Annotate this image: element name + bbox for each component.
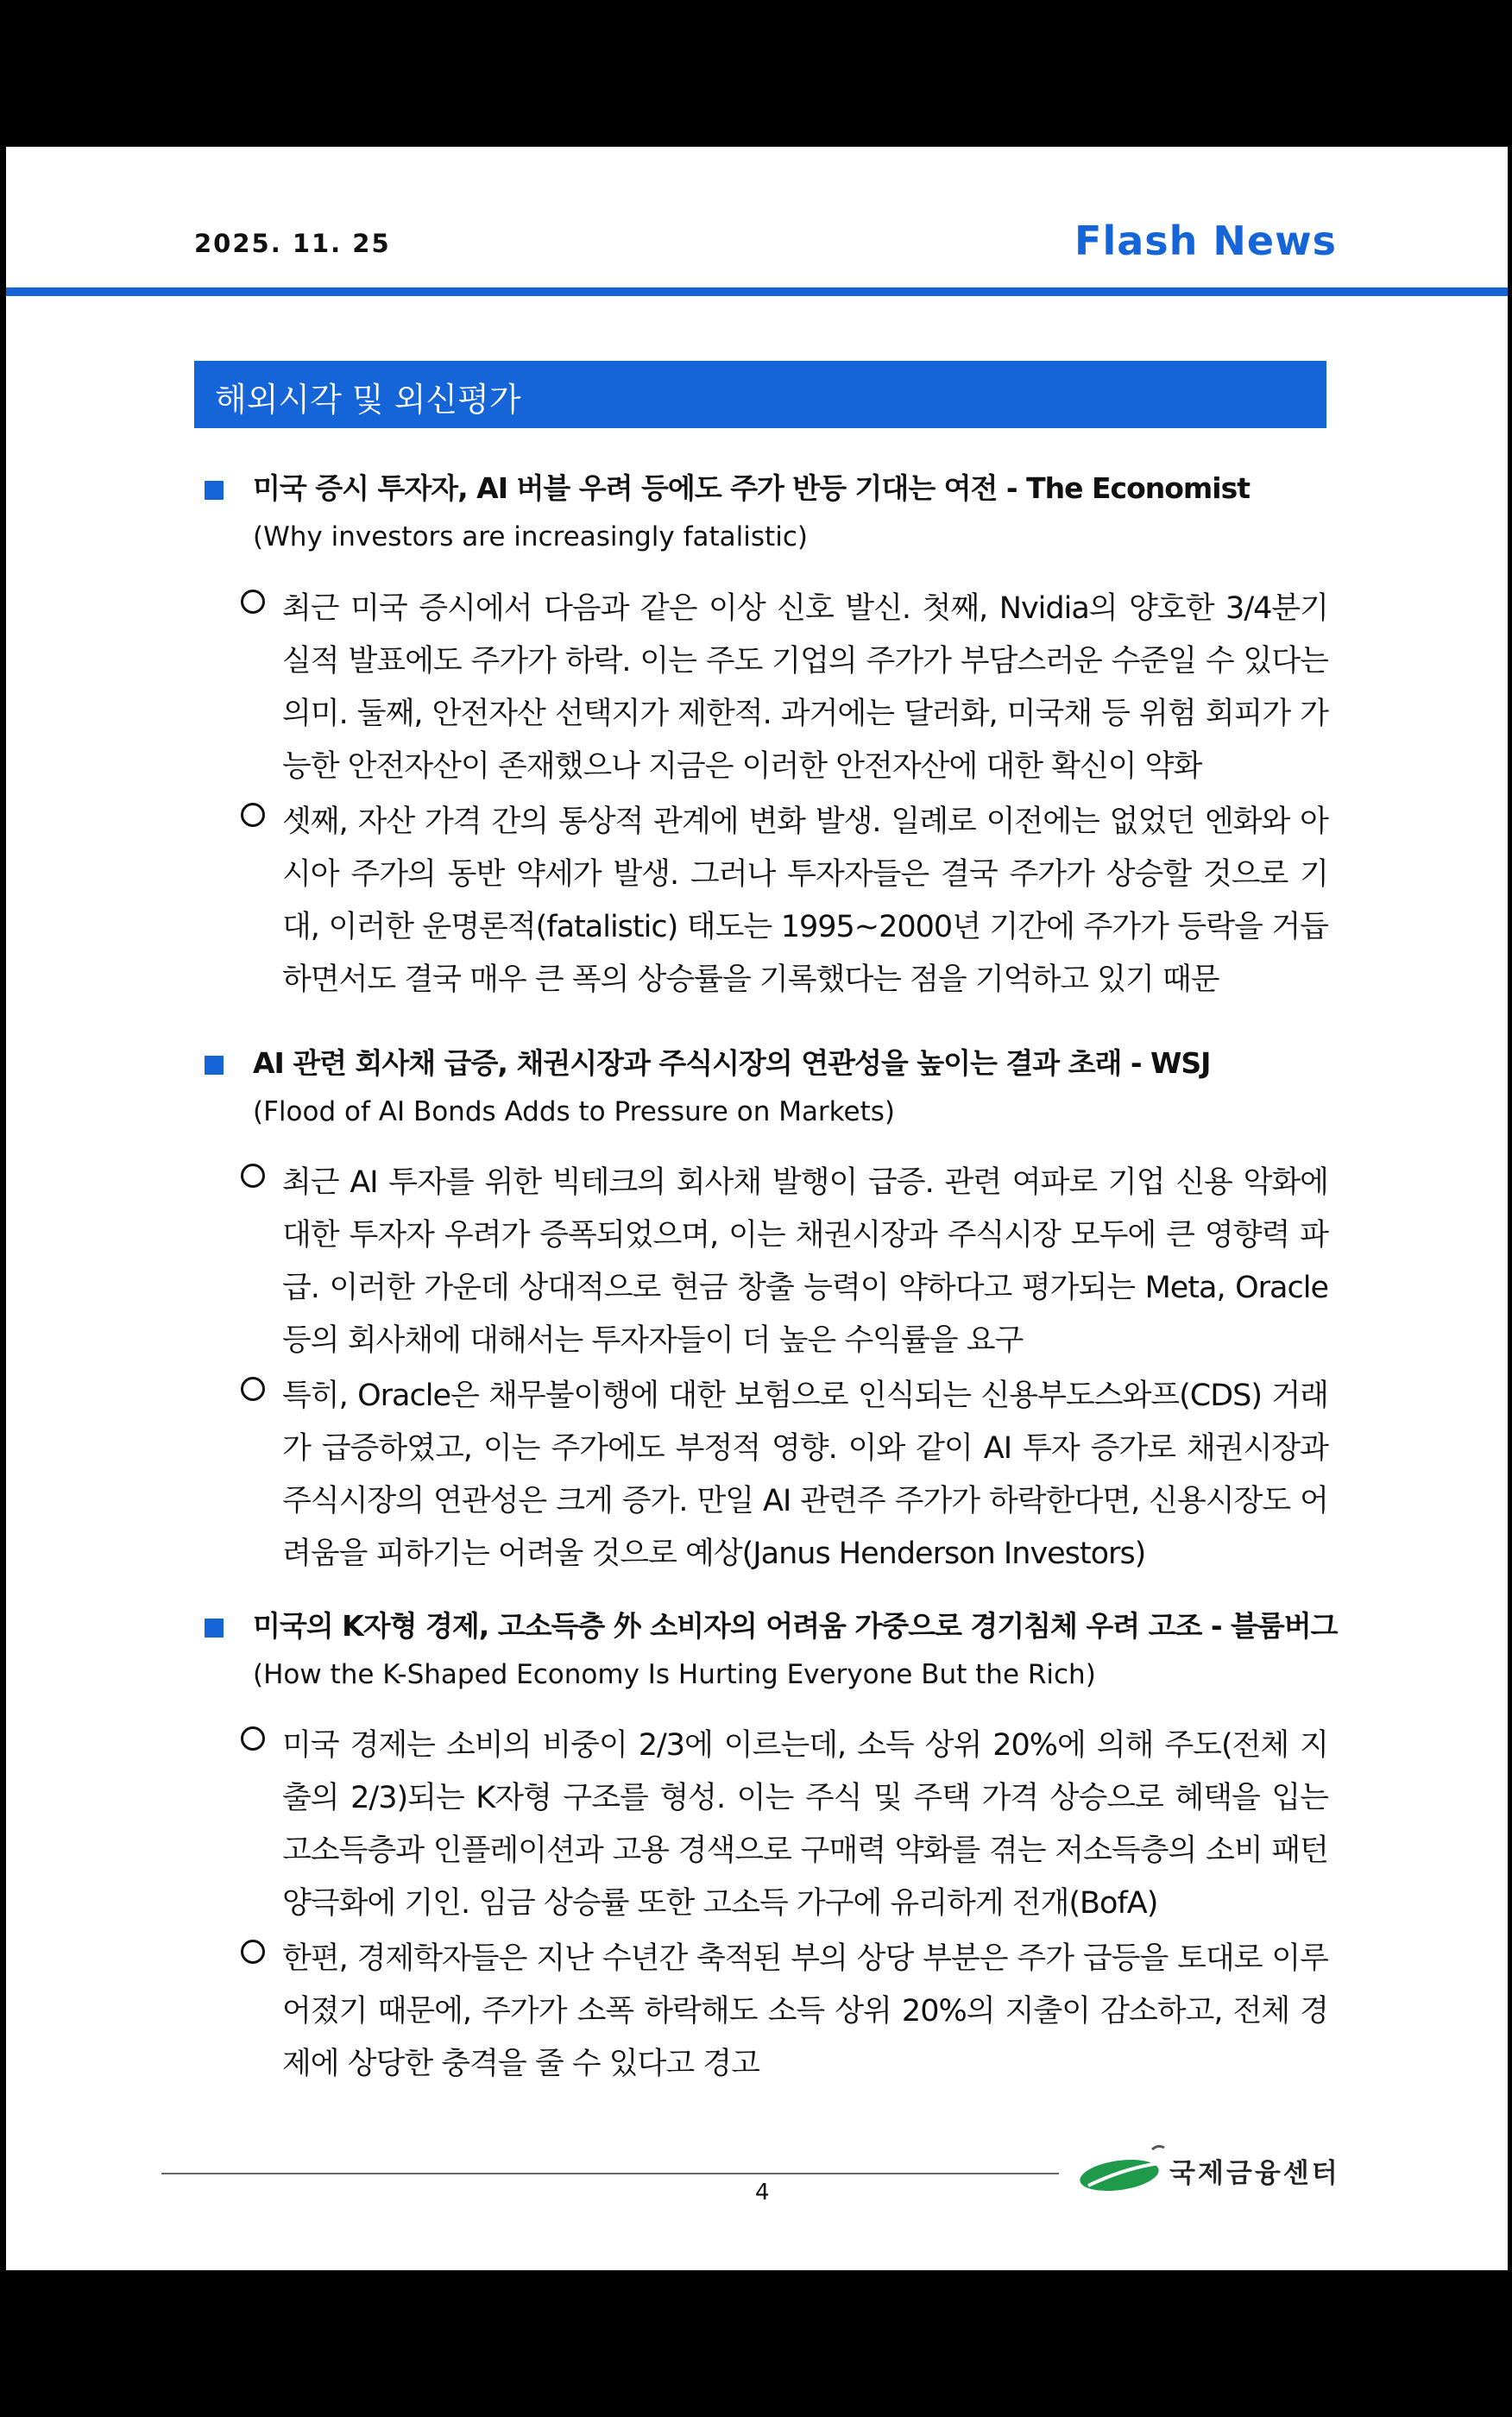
section-title: 해외시각 및 외신평가 <box>215 381 521 419</box>
topic-title: AI 관련 회사채 급증, 채권시장과 주식시장의 연관성을 높이는 결과 초래 - WSJ <box>253 1046 1211 1080</box>
bullet-text: 미국 경제는 소비의 비중이 2/3에 이르는데, 소득 상위 20%에 의해 주도(전체 지출의 2/3)되는 K자형 구조를 형성. 이는 주식 및 주택 가격 상승으로 혜택을 입는 고소득층과 인플레이션과 고용 경색으로 구매력 약화를 겪는 저소득층의 소비 패턴 양극화에 기인. 임금 상승률 또한 고소득 가구에 유리하게 전개(BofA) <box>282 1728 1328 1921</box>
bullet-text: 최근 미국 증시에서 다음과 같은 이상 신호 발신. 첫째, Nvidia의 양호한 3/4분기 실적 발표에도 주가가 하락. 이는 주도 기업의 주가가 부담스러운 수준일 수 있다는 의미. 둘째, 안전자산 선택지가 제한적. 과거에는 달러화, 미국채 등 위험 회피가 가능한 안전자산이 존재했으나 지금은 이러한 안전자산에 대한 확신이 약화 <box>282 591 1328 784</box>
logo-text: 국제금융센터 <box>1169 2158 1340 2189</box>
circle-bullet-icon <box>241 1164 265 1188</box>
circle-bullet-icon <box>241 590 265 614</box>
circle-bullet-icon <box>241 1726 265 1751</box>
section-header <box>194 361 1326 428</box>
footer-divider <box>161 2173 1059 2174</box>
logo-leaf-icon <box>1076 2132 1171 2210</box>
circle-bullet-icon <box>241 1377 265 1401</box>
square-bullet-icon <box>205 1619 224 1638</box>
bullet-text: 특히, Oracle은 채무불이행에 대한 보험으로 인식되는 신용부도스와프(CDS) 거래가 급증하였고, 이는 주가에도 부정적 영향. 이와 같이 AI 투자 증가로 채권시장과 주식시장의 연관성은 크게 증가. 만일 AI 관련주 주가가 하락한다면, 신용시장도 어려움을 피하기는 어려울 것으로 예상(Janus Henderson Investors) <box>282 1379 1328 1571</box>
topic-subtitle: (Why investors are increasingly fatalistic) <box>253 521 808 552</box>
document-page <box>6 147 1508 2270</box>
kcif-logo <box>1076 2132 1361 2210</box>
circle-bullet-icon <box>241 803 265 827</box>
bullet-text: 최근 AI 투자를 위한 빅테크의 회사채 발행이 급증. 관련 여파로 기업 신용 악화에 대한 투자자 우려가 증폭되었으며, 이는 채권시장과 주식시장 모두에 큰 영향력 파급. 이러한 가운데 상대적으로 현금 창출 능력이 약하다고 평가되는 Meta, Oracle 등의 회사채에 대해서는 투자자들이 더 높은 수익률을 요구 <box>282 1165 1328 1358</box>
report-date: 2025. 11. 25 <box>194 229 391 258</box>
bullet-text: 셋째, 자산 가격 간의 통상적 관계에 변화 발생. 일례로 이전에는 없었던 엔화와 아시아 주가의 동반 약세가 발생. 그러나 투자자들은 결국 주가가 상승할 것으로 기대, 이러한 운명론적(fatalistic) 태도는 1995~2000년 기간에 주가가 등락을 거듭하면서도 결국 매우 큰 폭의 상승률을 기록했다는 점을 기억하고 있기 때문 <box>282 805 1328 997</box>
topic-title: 미국 증시 투자자, AI 버블 우려 등에도 주가 반등 기대는 여전 - The Economist <box>253 471 1251 505</box>
topic-subtitle: (How the K-Shaped Economy Is Hurting Everyone But the Rich) <box>253 1659 1096 1690</box>
circle-bullet-icon <box>241 1940 265 1964</box>
bullet-text: 한편, 경제학자들은 지난 수년간 축적된 부의 상당 부분은 주가 급등을 토대로 이루어졌기 때문에, 주가가 소폭 하락해도 소득 상위 20%의 지출이 감소하고, 전체 경제에 상당한 충격을 줄 수 있다고 경고 <box>282 1941 1328 2081</box>
topic-title: 미국의 K자형 경제, 고소득층 外 소비자의 어려움 가중으로 경기침체 우려 고조 - 블룸버그 <box>253 1609 1338 1643</box>
page-number: 4 <box>755 2180 770 2206</box>
square-bullet-icon <box>205 1056 224 1075</box>
topic-subtitle: (Flood of AI Bonds Adds to Pressure on Markets) <box>253 1096 895 1127</box>
header-divider <box>6 287 1508 296</box>
square-bullet-icon <box>205 481 224 500</box>
brand-title: Flash News <box>1074 218 1337 264</box>
